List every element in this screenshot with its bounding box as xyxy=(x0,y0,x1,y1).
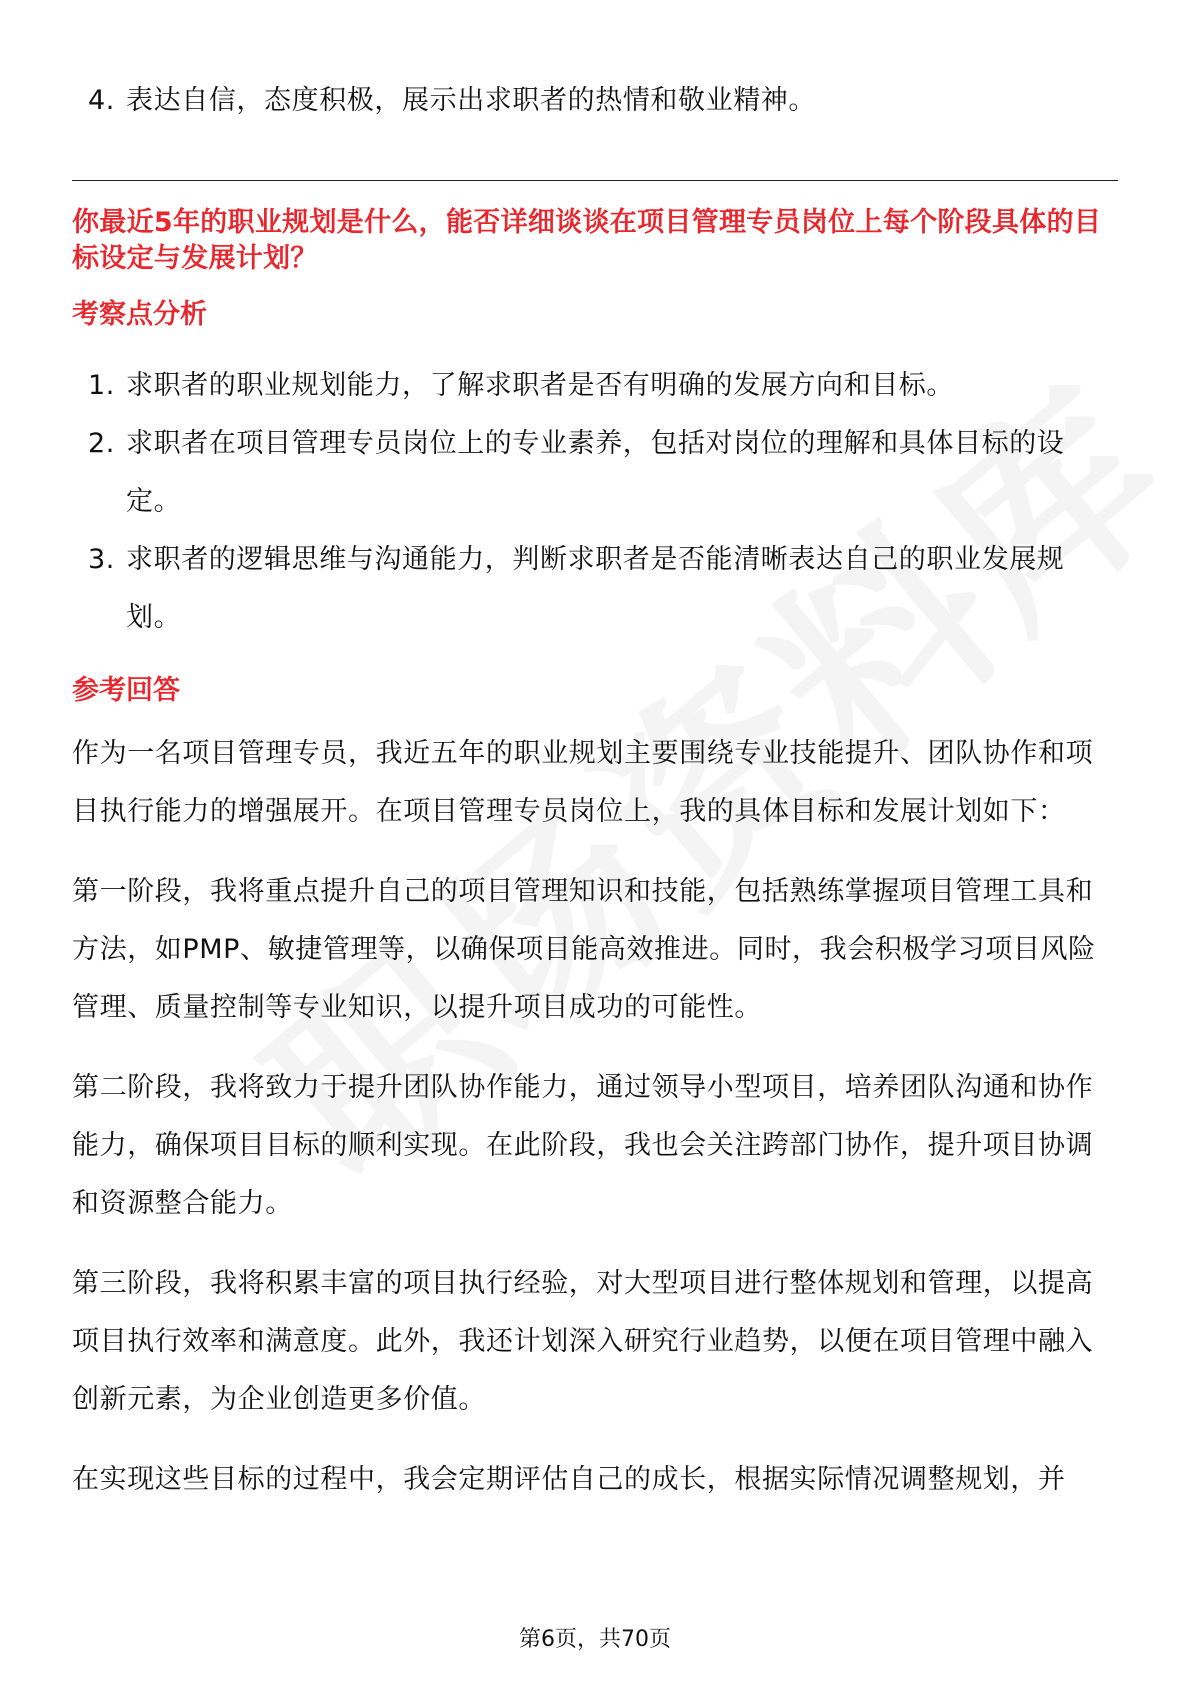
list-number: 2. xyxy=(88,428,115,459)
answer-body xyxy=(72,725,1118,1509)
analysis-heading: 考察点分析 xyxy=(72,299,207,330)
page-number: 第6页，共70页 xyxy=(519,1627,671,1652)
list-number: 3. xyxy=(88,544,115,575)
answer-paragraph: 在实现这些目标的过程中，我会定期评估自己的成长，根据实际情况调整规划，并 xyxy=(72,1464,1066,1495)
answer-paragraph: 第三阶段，我将积累丰富的项目执行经验，对大型项目进行整体规划和管理，以提高项目执行效率和满意度。此外，我还计划深入研究行业趋势，以便在项目管理中融入创新元素，为企业创造更多价值。 xyxy=(72,1268,1094,1415)
previous-list xyxy=(72,72,1118,130)
list-text: 求职者在项目管理专员岗位上的专业素养，包括对岗位的理解和具体目标的设定。 xyxy=(126,428,1065,517)
answer-heading: 参考回答 xyxy=(72,675,180,706)
analysis-list xyxy=(72,357,1118,647)
list-number: 4. xyxy=(88,85,115,116)
list-text: 求职者的逻辑思维与沟通能力，判断求职者是否能清晰表达自己的职业发展规划。 xyxy=(126,544,1065,633)
answer-paragraph: 第一阶段，我将重点提升自己的项目管理知识和技能，包括熟练掌握项目管理工具和方法，如PMP、敏捷管理等，以确保项目能高效推进。同时，我会积极学习项目风险管理、质量控制等专业知识，以提升项目成功的可能性。 xyxy=(72,876,1096,1023)
list-item xyxy=(72,72,1118,130)
list-item xyxy=(72,531,1118,647)
list-number: 1. xyxy=(88,370,115,401)
list-item xyxy=(72,357,1118,415)
list-item xyxy=(72,415,1118,531)
list-text: 求职者的职业规划能力，了解求职者是否有明确的发展方向和目标。 xyxy=(126,370,954,401)
question-title: 你最近5年的职业规划是什么，能否详细谈谈在项目管理专员岗位上每个阶段具体的目标设定与发展计划？ xyxy=(72,207,1102,274)
list-text: 表达自信，态度积极，展示出求职者的热情和敬业精神。 xyxy=(126,85,816,116)
page-content xyxy=(72,72,1118,1531)
section-divider xyxy=(72,180,1118,181)
answer-paragraph: 作为一名项目管理专员，我近五年的职业规划主要围绕专业技能提升、团队协作和项目执行能力的增强展开。在项目管理专员岗位上，我的具体目标和发展计划如下： xyxy=(72,738,1094,827)
answer-paragraph: 第二阶段，我将致力于提升团队协作能力，通过领导小型项目，培养团队沟通和协作能力，确保项目目标的顺利实现。在此阶段，我也会关注跨部门协作，提升项目协调和资源整合能力。 xyxy=(72,1072,1094,1219)
